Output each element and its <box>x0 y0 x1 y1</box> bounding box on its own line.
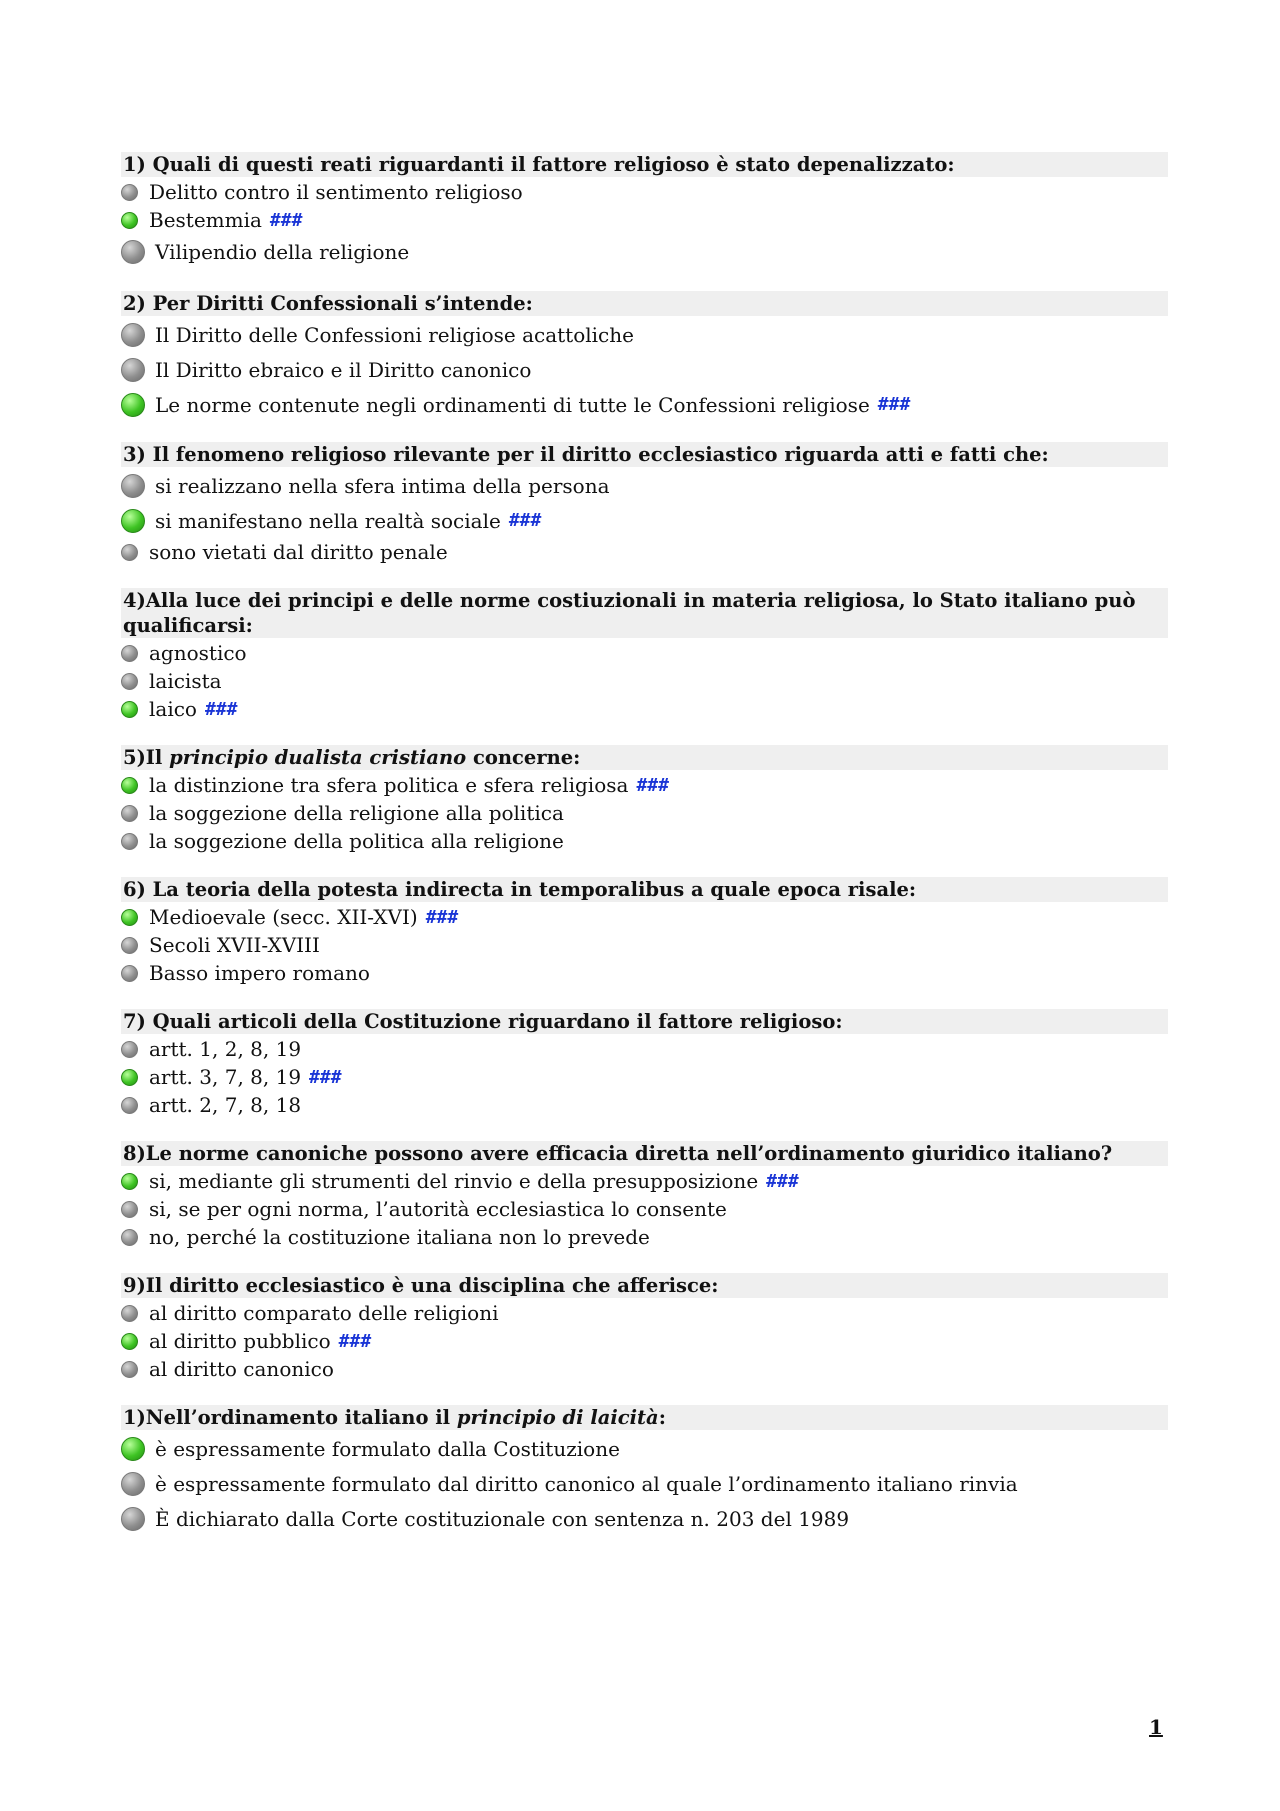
question-6 <box>121 877 1168 987</box>
question-title: 6) La teoria della potesta indirecta in temporalibus a quale epoca risale: <box>121 877 1168 902</box>
radio-icon[interactable] <box>121 474 145 498</box>
radio-icon[interactable] <box>121 965 138 982</box>
radio-icon[interactable] <box>121 1472 145 1496</box>
answer-text: sono vietati dal diritto penale <box>149 540 448 564</box>
page-number: 1 <box>1149 1715 1163 1739</box>
radio-icon[interactable] <box>121 1097 138 1114</box>
question-title: 8)Le norme canoniche possono avere efficacia diretta nell’ordinamento giuridico italiano? <box>121 1141 1168 1166</box>
question-1 <box>121 152 1168 269</box>
radio-icon[interactable] <box>121 1201 138 1218</box>
question-9 <box>121 1273 1168 1383</box>
answer-option[interactable] <box>121 639 1168 667</box>
correct-marker: ### <box>269 209 303 231</box>
title-emphasis: principio dualista cristiano <box>169 746 467 769</box>
answer-text: Secoli XVII-XVIII <box>149 933 320 957</box>
question-title <box>121 745 1168 770</box>
answer-option[interactable] <box>121 827 1168 855</box>
radio-icon[interactable] <box>121 544 138 561</box>
answer-option[interactable] <box>121 667 1168 695</box>
answer-text: Medioevale (secc. XII-XVI) <box>149 905 418 929</box>
answer-text: Il Diritto ebraico e il Diritto canonico <box>155 357 532 382</box>
radio-icon[interactable] <box>121 1229 138 1246</box>
correct-marker: ### <box>338 1330 372 1352</box>
question-title: 2) Per Diritti Confessionali s’intende: <box>121 291 1168 316</box>
radio-selected-icon[interactable] <box>121 909 138 926</box>
answer-option[interactable] <box>121 352 1168 387</box>
answer-option[interactable] <box>121 317 1168 352</box>
answer-text: Bestemmia <box>149 208 262 232</box>
answer-text: no, perché la costituzione italiana non lo prevede <box>149 1225 650 1249</box>
question-title: 3) Il fenomeno religioso rilevante per il diritto ecclesiastico riguarda atti e fatti che: <box>121 442 1168 467</box>
question-2 <box>121 291 1168 422</box>
question-title: 7) Quali articoli della Costituzione riguardano il fattore religioso: <box>121 1009 1168 1034</box>
question-title: 4)Alla luce dei principi e delle norme costiuzionali in materia religiosa, lo Stato italiano può qualificarsi: <box>121 588 1168 638</box>
answer-text: Vilipendio della religione <box>155 239 410 264</box>
answer-option[interactable] <box>121 1223 1168 1251</box>
answer-text: Il Diritto delle Confessioni religiose acattoliche <box>155 322 634 347</box>
answer-text: Basso impero romano <box>149 961 370 985</box>
answer-option[interactable] <box>121 1063 1168 1091</box>
answer-text: È dichiarato dalla Corte costituzionale con sentenza n. 203 del 1989 <box>155 1506 850 1531</box>
answer-option[interactable] <box>121 1327 1168 1355</box>
correct-marker: ### <box>425 906 459 928</box>
answer-text: laico <box>149 697 197 721</box>
answer-option[interactable] <box>121 503 1168 538</box>
answer-text: artt. 2, 7, 8, 18 <box>149 1093 302 1117</box>
radio-icon[interactable] <box>121 323 145 347</box>
answer-option[interactable] <box>121 468 1168 503</box>
answer-text: laicista <box>149 669 222 693</box>
correct-marker: ### <box>309 1066 342 1088</box>
answer-text: si, se per ogni norma, l’autorità ecclesiastica lo consente <box>149 1197 727 1221</box>
radio-icon[interactable] <box>121 937 138 954</box>
question-8 <box>121 1141 1168 1251</box>
answer-text: al diritto comparato delle religioni <box>149 1301 499 1325</box>
answer-option[interactable] <box>121 387 1168 422</box>
question-title <box>121 1405 1168 1430</box>
answer-option[interactable] <box>121 695 1168 723</box>
answer-text: al diritto pubblico <box>149 1329 331 1353</box>
question-7 <box>121 1009 1168 1119</box>
question-title: 1) Quali di questi reati riguardanti il fattore religioso è stato depenalizzato: <box>121 152 1168 177</box>
radio-icon[interactable] <box>121 805 138 822</box>
answer-option[interactable] <box>121 1501 1168 1536</box>
answer-option[interactable] <box>121 1167 1168 1195</box>
correct-marker: ### <box>877 394 911 415</box>
radio-icon[interactable] <box>121 1305 138 1322</box>
correct-marker: ### <box>508 510 542 531</box>
radio-icon[interactable] <box>121 1361 138 1378</box>
answer-text: al diritto canonico <box>149 1357 334 1381</box>
question-3 <box>121 442 1168 566</box>
answer-option[interactable] <box>121 178 1168 206</box>
answer-text: la distinzione tra sfera politica e sfera religiosa <box>149 773 629 797</box>
radio-icon[interactable] <box>121 1507 145 1531</box>
radio-selected-icon[interactable] <box>121 212 138 229</box>
title-part: concerne: <box>466 746 581 769</box>
radio-icon[interactable] <box>121 184 138 201</box>
radio-selected-icon[interactable] <box>121 1173 138 1190</box>
answer-option[interactable] <box>121 1091 1168 1119</box>
radio-icon[interactable] <box>121 358 145 382</box>
answer-option[interactable] <box>121 959 1168 987</box>
question-title: 9)Il diritto ecclesiastico è una disciplina che afferisce: <box>121 1273 1168 1298</box>
answer-option[interactable] <box>121 1431 1168 1466</box>
answer-text: si manifestano nella realtà sociale <box>155 508 501 533</box>
answer-option[interactable] <box>121 1355 1168 1383</box>
radio-selected-icon[interactable] <box>121 701 138 718</box>
answer-text: Le norme contenute negli ordinamenti di tutte le Confessioni religiose <box>155 392 870 417</box>
answer-text: Delitto contro il sentimento religioso <box>149 180 523 204</box>
title-part: : <box>658 1406 666 1429</box>
radio-selected-icon[interactable] <box>121 1437 145 1461</box>
answer-option[interactable] <box>121 1466 1168 1501</box>
radio-selected-icon[interactable] <box>121 509 145 533</box>
answer-option[interactable] <box>121 931 1168 959</box>
answer-text: artt. 3, 7, 8, 19 <box>149 1065 302 1089</box>
radio-icon[interactable] <box>121 645 138 662</box>
radio-icon[interactable] <box>121 673 138 690</box>
radio-selected-icon[interactable] <box>121 777 138 794</box>
title-part: 1)Nell’ordinamento italiano il <box>123 1406 457 1429</box>
answer-option[interactable] <box>121 903 1168 931</box>
answer-option[interactable] <box>121 799 1168 827</box>
answer-option[interactable] <box>121 1299 1168 1327</box>
radio-icon[interactable] <box>121 1041 138 1058</box>
answer-text: è espressamente formulato dalla Costituzione <box>155 1436 620 1461</box>
question-10 <box>121 1405 1168 1536</box>
title-part: 5)Il <box>123 746 170 769</box>
question-4 <box>121 588 1168 723</box>
answer-text: si, mediante gli strumenti del rinvio e della presupposizione <box>149 1169 759 1193</box>
answer-text: la soggezione della religione alla politica <box>149 801 564 825</box>
title-emphasis: principio di laicità <box>456 1406 659 1429</box>
correct-marker: ### <box>636 774 669 796</box>
radio-selected-icon[interactable] <box>121 1333 138 1350</box>
answer-option[interactable] <box>121 1035 1168 1063</box>
answer-text: agnostico <box>149 641 247 665</box>
answer-text: si realizzano nella sfera intima della persona <box>155 473 610 498</box>
answer-option[interactable] <box>121 1195 1168 1223</box>
correct-marker: ### <box>766 1170 799 1192</box>
correct-marker: ### <box>204 698 238 720</box>
quiz-content <box>121 152 1168 1558</box>
answer-option[interactable] <box>121 206 1168 234</box>
answer-text: la soggezione della politica alla religione <box>149 829 564 853</box>
radio-selected-icon[interactable] <box>121 1069 138 1086</box>
question-5 <box>121 745 1168 855</box>
radio-icon[interactable] <box>121 240 145 264</box>
radio-icon[interactable] <box>121 833 138 850</box>
answer-text: è espressamente formulato dal diritto canonico al quale l’ordinamento italiano rinvia <box>155 1471 1018 1496</box>
answer-option[interactable] <box>121 538 1168 566</box>
answer-text: artt. 1, 2, 8, 19 <box>149 1037 302 1061</box>
radio-selected-icon[interactable] <box>121 393 145 417</box>
answer-option[interactable] <box>121 771 1168 799</box>
answer-option[interactable] <box>121 234 1168 269</box>
